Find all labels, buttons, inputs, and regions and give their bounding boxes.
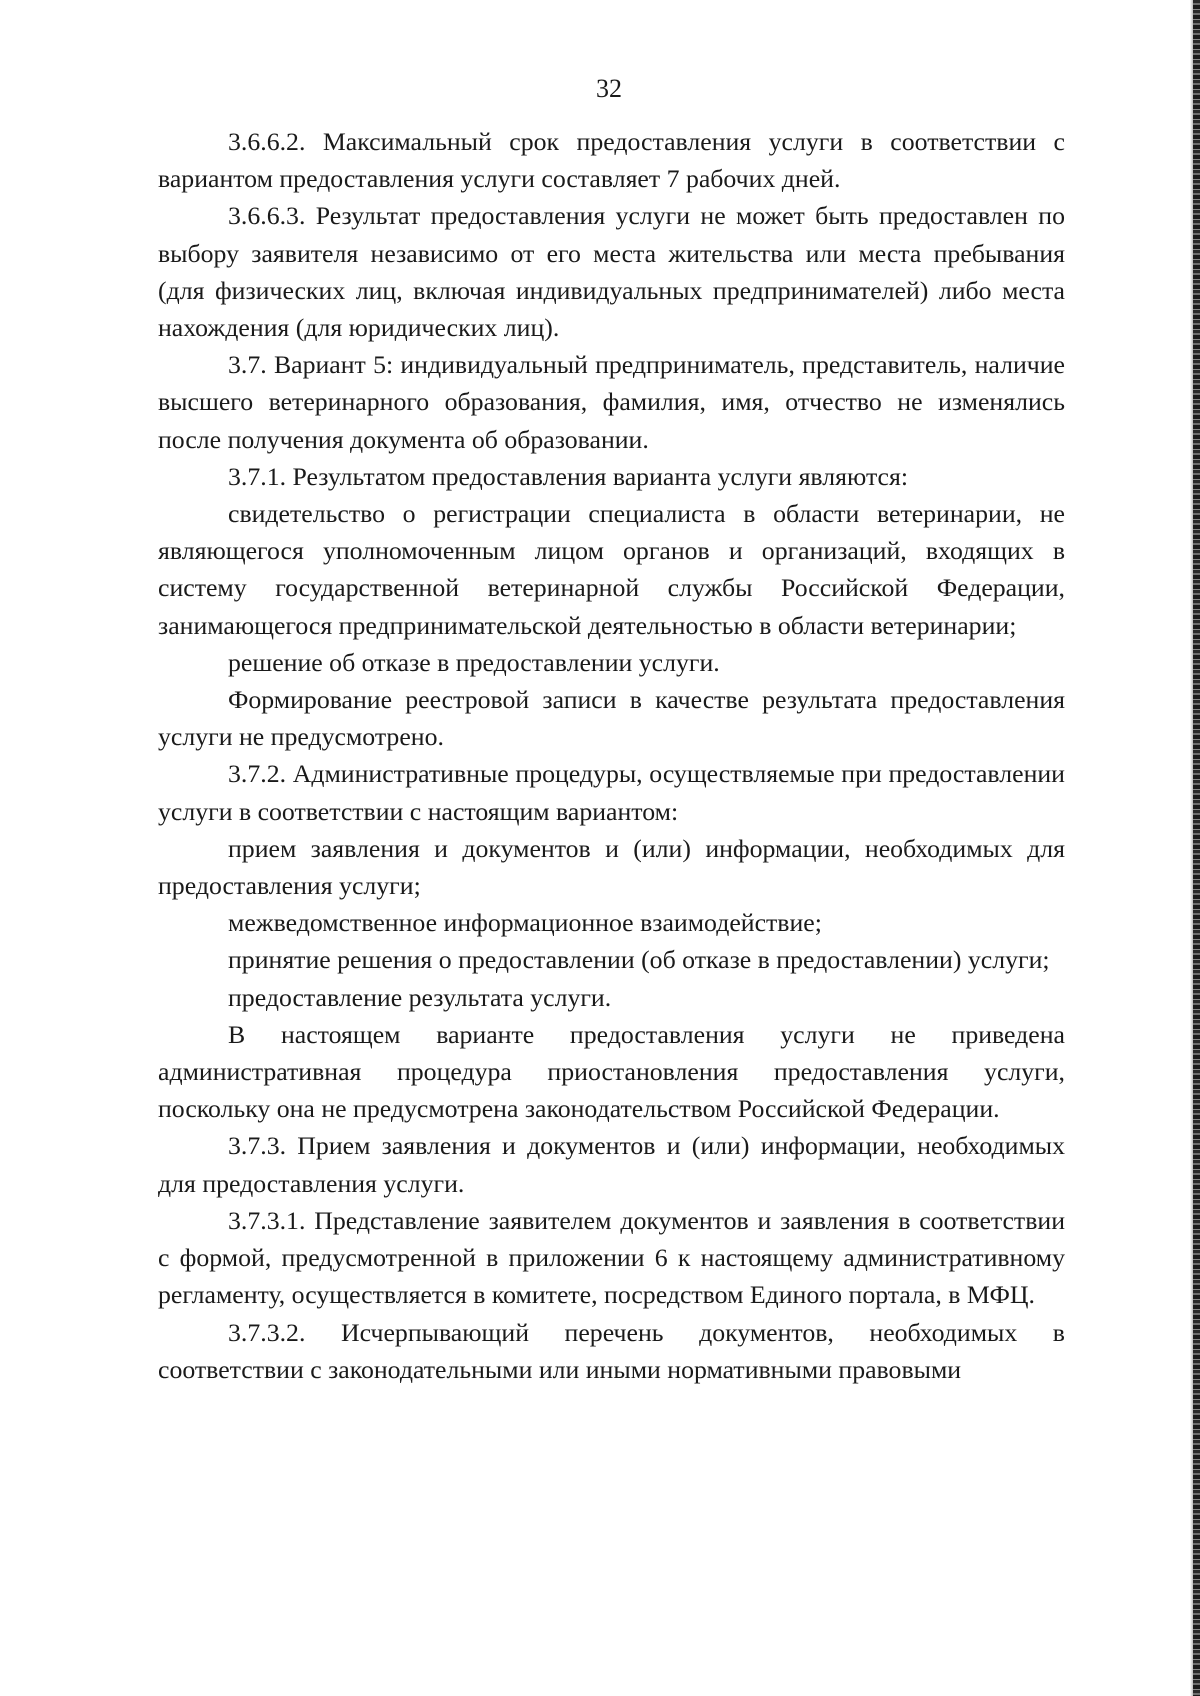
paragraph-3-7-1: 3.7.1. Результатом предоставления варианта услуги являются: [228,461,909,491]
list-item-refusal: решение об отказе в предоставлении услуги. [228,647,720,677]
list-item-certificate: свидетельство о регистрации специалиста в области ветеринарии, не являющегося уполномоченным лицом органов и организаций, входящих в систему государственной ветеринарной службы Российской Федерации, занимающегося предпринимательской деятельностью в области ветеринарии; [158,499,1065,640]
paragraph-registry-record: Формирование реестровой записи в качестве результата предоставления услуги не предусмотрено. [158,685,1065,752]
list-item-reception: прием заявления и документов и (или) информации, необходимых для предоставления услуги; [158,833,1065,901]
paragraph-3-7-3-2: 3.7.3.2. Исчерпывающий перечень документов, необходимых в соответствии с законодательными или иными нормативными правовыми [158,1317,1065,1384]
paragraph-suspension-note: В настоящем варианте предоставления услуги не приведена административная процедура приостановления предоставления услуги, поскольку она не предусмотрена законодательством Российской Федерации. [158,1019,1065,1124]
list-item-result: предоставление результата услуги. [228,982,612,1012]
paragraph-3-7-variant-5: 3.7. Вариант 5: индивидуальный предприниматель, представитель, наличие высшего ветеринарного образования, фамилия, имя, отчество не изменялись после получения документа об образовании. [158,350,1065,454]
document-body [158,123,1065,1388]
paragraph-3-6-6-3: 3.6.6.3. Результат предоставления услуги не может быть предоставлен по выбору заявителя независимо от его места жительства или места пребывания (для физических лиц, включая индивидуальных предпринимателей) либо места нахождения (для юридических лиц). [158,201,1065,343]
scan-edge [1193,0,1200,1696]
paragraph-3-7-3: 3.7.3. Прием заявления и документов и (или) информации, необходимых для предоставления услуги. [158,1131,1065,1198]
paragraph-3-7-3-1: 3.7.3.1. Представление заявителем документов и заявления в соответствии с формой, предусмотренной в приложении 6 к настоящему административному регламенту, осуществляется в комитете, посредством Единого портала, в МФЦ. [158,1205,1065,1310]
list-item-decision: принятие решения о предоставлении (об отказе в предоставлении) услуги; [228,945,1050,975]
page-number: 32 [596,74,622,103]
paragraph-3-6-6-2: 3.6.6.2. Максимальный срок предоставления услуги в соответствии с вариантом предоставления услуги составляет 7 рабочих дней. [158,127,1065,194]
paragraph-3-7-2: 3.7.2. Административные процедуры, осуществляемые при предоставлении услуги в соответствии с настоящим вариантом: [158,759,1065,826]
list-item-interagency: межведомственное информационное взаимодействие; [228,908,822,938]
